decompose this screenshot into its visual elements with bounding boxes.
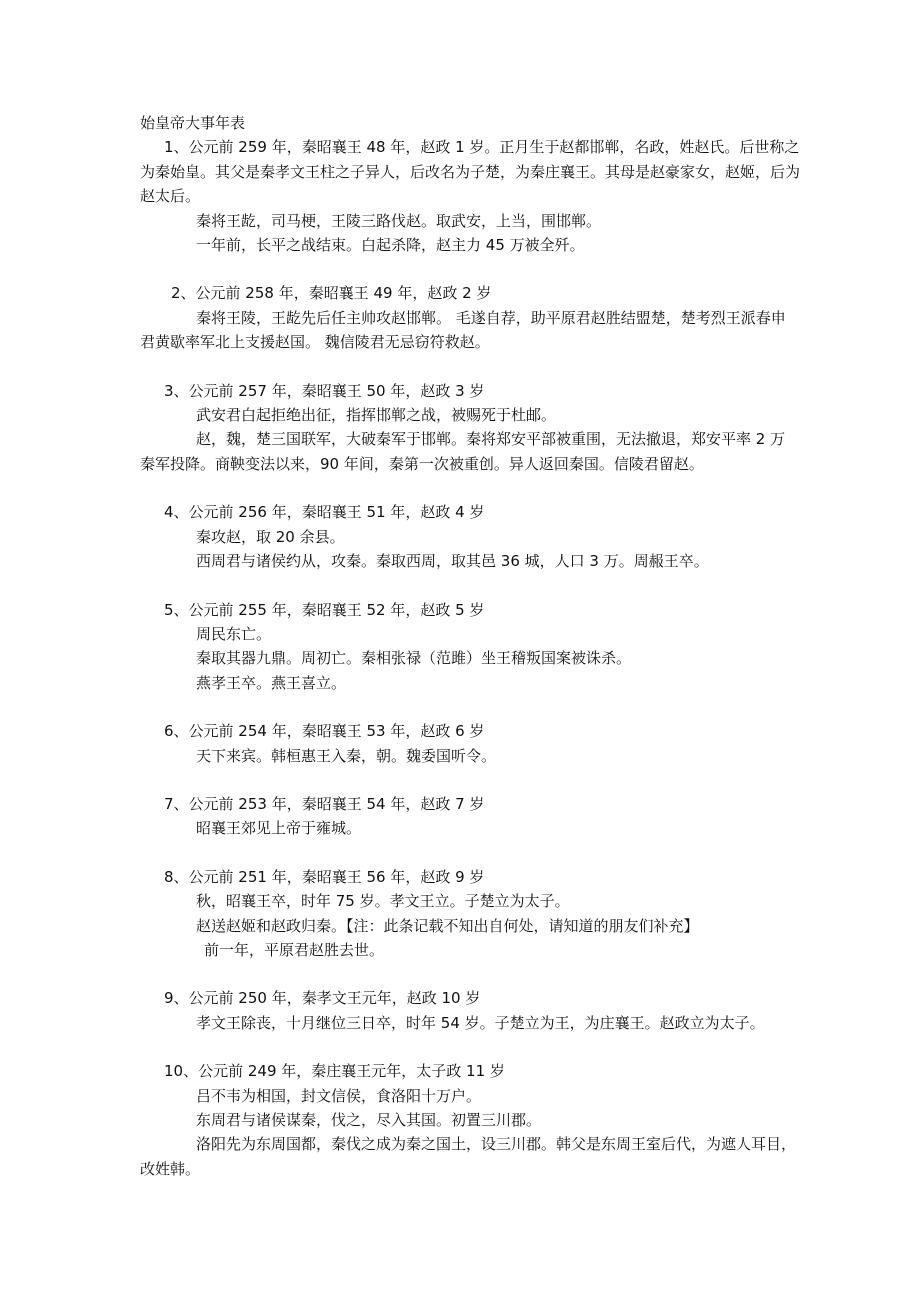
entry-paragraph: 武安君白起拒绝出征，指挥邯郸之战，被赐死于杜邮。	[196, 406, 557, 425]
entry-paragraph: 吕不韦为相国，封文信侯，食洛阳十万户。	[196, 1086, 482, 1105]
document-body	[140, 111, 800, 1205]
entry-heading: 6、公元前 254 年，秦昭襄王 53 年，赵政 6 岁	[164, 722, 485, 741]
entry-paragraph: 西周君与诸侯约从，攻秦。秦取西周，取其邑 36 城，人口 3 万。周赧王卒。	[196, 552, 709, 571]
entry-paragraph: 秦攻赵，取 20 余县。	[196, 527, 345, 546]
timeline-entry-7	[140, 792, 800, 841]
entry-heading: 10、公元前 249 年，秦庄襄王元年，太子政 11 岁	[164, 1062, 505, 1081]
timeline-entry-8	[140, 865, 800, 963]
entry-heading: 9、公元前 250 年，秦孝文王元年，赵政 10 岁	[164, 989, 481, 1008]
entry-heading: 7、公元前 253 年，秦昭襄王 54 年，赵政 7 岁	[164, 794, 485, 813]
entry-heading: 4、公元前 256 年，秦昭襄王 51 年，赵政 4 岁	[164, 503, 485, 522]
entry-heading: 1、公元前 259 年，秦昭襄王 48 年，赵政 1 岁。正月生于赵都邯郸，名政，姓赵氏。后世称之为秦始皇。其父是秦孝文王柱之子异人，后改名为子楚，为秦庄襄王。其母是赵豪家女，赵姬，后为赵太后。	[140, 138, 801, 206]
timeline-entry-1	[140, 135, 800, 257]
entry-paragraph: 秦取其器九鼎。周初亡。秦相张禄（范雎）坐王稽叛国案被诛杀。	[196, 649, 632, 668]
timeline-entry-4	[140, 500, 800, 573]
entry-paragraph: 洛阳先为东周国都，秦伐之成为秦之国土，设三川郡。韩父是东周王室后代，为遮人耳目，改姓韩。	[140, 1135, 797, 1178]
entry-paragraph: 秦将王龁，司马梗，王陵三路伐赵。取武安，上当，围邯郸。	[196, 211, 602, 230]
entry-paragraph: 秦将王陵，王龁先后任主帅攻赵邯郸。 毛遂自荐，助平原君赵胜结盟楚，楚考烈王派春申君黄歇率军北上支援赵国。 魏信陵君无忌窃符救赵。	[140, 308, 786, 352]
entry-paragraph: 前一年，平原君赵胜去世。	[204, 940, 385, 959]
entry-paragraph: 赵，魏，楚三国联军，大破秦军于邯郸。秦将郑安平部被重围，无法撤退，郑安平率 2 万秦军投降。商鞅变法以来，90 年间，秦第一次被重创。异人返回秦国。信陵君留赵。	[140, 430, 786, 473]
entry-heading: 2、公元前 258 年，秦昭襄王 49 年，赵政 2 岁	[171, 284, 492, 303]
entry-paragraph: 昭襄王郊见上帝于雍城。	[196, 819, 362, 838]
timeline-entry-2	[140, 281, 800, 354]
document-title: 始皇帝大事年表	[140, 114, 246, 132]
timeline-entry-9	[140, 986, 800, 1035]
entry-paragraph: 燕孝王卒。燕王喜立。	[196, 673, 347, 692]
entry-paragraph: 天下来宾。韩桓惠王入秦，朝。魏委国听令。	[196, 746, 497, 765]
entry-heading: 8、公元前 251 年，秦昭襄王 56 年，赵政 9 岁	[164, 867, 485, 886]
timeline-entry-6	[140, 719, 800, 768]
timeline-entry-10	[140, 1059, 800, 1181]
entry-heading: 5、公元前 255 年，秦昭襄王 52 年，赵政 5 岁	[164, 600, 485, 619]
entry-paragraph: 周民东亡。	[196, 624, 272, 643]
entry-paragraph: 赵送赵姬和赵政归秦。【注：此条记载不知出自何处，请知道的朋友们补充】	[196, 916, 699, 935]
timeline-entry-5	[140, 598, 800, 696]
entry-paragraph: 东周君与诸侯谋秦，伐之，尽入其国。初置三川郡。	[196, 1111, 542, 1129]
timeline-entry-3	[140, 379, 800, 477]
entry-paragraph: 秋，昭襄王卒，时年 75 岁。孝文王立。子楚立为太子。	[196, 892, 570, 911]
entry-heading: 3、公元前 257 年，秦昭襄王 50 年，赵政 3 岁	[164, 381, 485, 400]
entry-paragraph: 一年前，长平之战结束。白起杀降，赵主力 45 万被全歼。	[196, 236, 585, 255]
entry-paragraph: 孝文王除丧，十月继位三日卒，时年 54 岁。子楚立为王，为庄襄王。赵政立为太子。	[196, 1013, 765, 1032]
